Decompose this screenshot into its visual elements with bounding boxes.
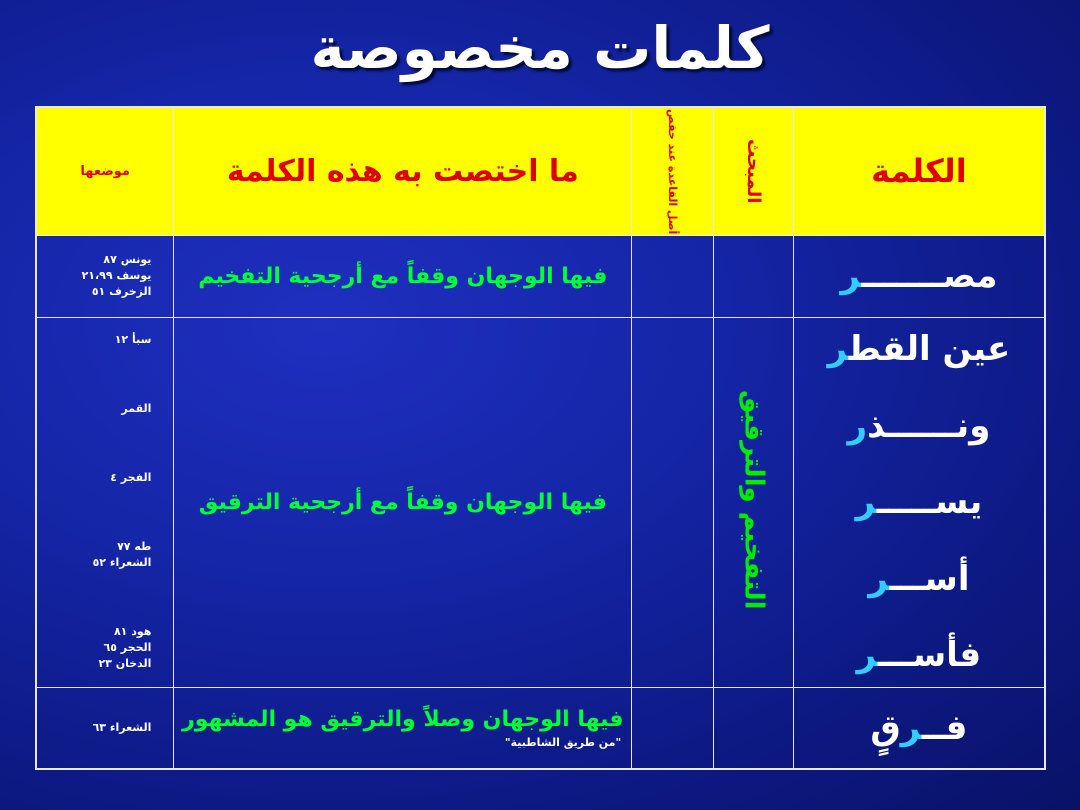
word-cell bbox=[793, 317, 1045, 687]
header-origin: أصل القاعدة عند حفص bbox=[632, 107, 714, 235]
place-group bbox=[43, 539, 151, 571]
places-cell bbox=[36, 317, 174, 687]
table-row bbox=[36, 235, 1045, 317]
table-row bbox=[36, 687, 1045, 769]
place-line: الشعراء ٦٣ bbox=[92, 720, 152, 734]
place-group bbox=[43, 470, 151, 486]
place-line: الفجر ٤ bbox=[110, 471, 152, 485]
topic-cell-empty bbox=[713, 235, 793, 317]
table-header-row bbox=[36, 107, 1045, 235]
topic-cell bbox=[713, 317, 793, 687]
slide-title: كلمات مخصوصة bbox=[310, 14, 770, 82]
word-cell bbox=[793, 687, 1045, 769]
place-line: يوسف ٢١،٩٩ bbox=[81, 269, 152, 283]
origin-cell-empty bbox=[632, 317, 714, 687]
word-ain-alqitr: عين القطر bbox=[827, 329, 1011, 369]
header-topic: المبحث bbox=[713, 107, 793, 235]
place-line: سبأ ١٢ bbox=[114, 333, 152, 346]
places-cell bbox=[36, 687, 174, 769]
place-group bbox=[43, 401, 151, 417]
word-cell bbox=[793, 235, 1045, 317]
topic-cell-empty bbox=[713, 687, 793, 769]
place-line: يونس ٨٧ bbox=[103, 253, 152, 267]
word-yasr: يســـــر bbox=[855, 482, 983, 522]
place-line: الحجر ٦٥ bbox=[103, 641, 152, 655]
place-line: الزخرف ٥١ bbox=[91, 284, 152, 298]
word-misr: مصـــــــر bbox=[840, 256, 998, 296]
topic-label: التفخيم والترقيق bbox=[738, 390, 769, 610]
special-cell: فيها الوجهان وقفاً مع أرجحية التفخيم bbox=[174, 235, 632, 317]
place-line: هود ٨١ bbox=[113, 625, 152, 639]
origin-cell-empty bbox=[632, 687, 714, 769]
special-text: فيها الوجهان وصلاً والترقيق هو المشهور bbox=[182, 706, 624, 732]
word-firq: فــرقٍ bbox=[870, 707, 968, 748]
word-asr: أســـر bbox=[868, 558, 970, 599]
special-cell: فيها الوجهان وقفاً مع أرجحية الترقيق bbox=[174, 317, 632, 687]
word-fa-asr: فأســـر bbox=[856, 635, 982, 675]
place-line: الدخان ٢٣ bbox=[98, 657, 152, 671]
header-place: موضعها bbox=[36, 107, 174, 235]
special-cell bbox=[174, 687, 632, 769]
origin-cell-empty bbox=[632, 235, 714, 317]
word-wa-nudhur: ونــــــذر bbox=[847, 405, 991, 446]
place-group bbox=[43, 624, 151, 672]
place-group bbox=[43, 332, 151, 348]
place-line: طه ٧٧ bbox=[117, 540, 152, 554]
header-special: ما اختصت به هذه الكلمة bbox=[174, 107, 632, 235]
places-cell bbox=[36, 235, 174, 317]
place-line: القمر bbox=[121, 402, 152, 416]
table-row bbox=[36, 317, 1045, 687]
special-note: "من طريق الشاطبية" bbox=[504, 735, 622, 749]
place-line: الشعراء ٥٢ bbox=[92, 556, 152, 570]
words-table bbox=[35, 106, 1046, 770]
header-word: الكلمة bbox=[793, 107, 1045, 235]
